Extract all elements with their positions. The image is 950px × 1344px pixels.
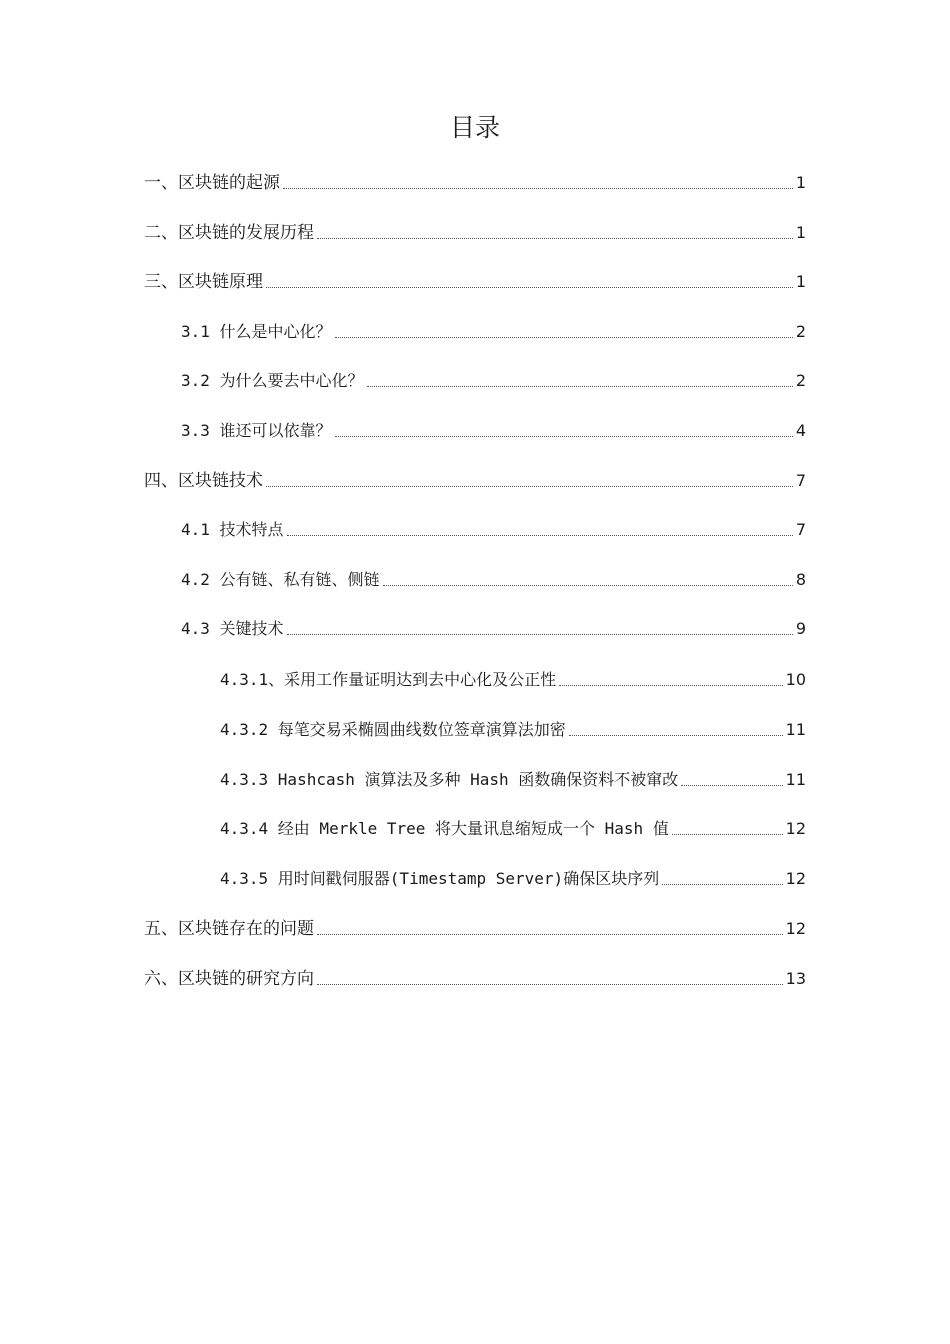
toc-entry[interactable] [144,219,806,247]
dot-leader [672,834,783,835]
toc-entry[interactable] [220,865,806,893]
toc-entry-page: 1 [795,173,806,192]
toc-entry[interactable] [181,516,806,544]
toc-entry-page: 7 [795,471,806,490]
dot-leader [283,188,793,189]
dot-leader [317,934,783,935]
toc-entry-label: 4.3.4 经由 Merkle Tree 将大量讯息缩短成一个 Hash 值 [220,819,669,838]
dot-leader [367,386,793,387]
toc-entry[interactable] [220,666,806,694]
dot-leader [662,884,782,885]
toc-entry-label: 一、区块链的起源 [144,173,280,193]
toc-entry[interactable] [144,169,806,197]
toc-entry[interactable] [181,318,806,346]
toc-entry-label: 4.3 关键技术 [181,619,284,638]
dot-leader [383,585,793,586]
toc-entry-label: 3.2 为什么要去中心化？ [181,371,364,390]
toc-entry-page: 8 [795,570,806,589]
toc-entry[interactable] [144,467,806,495]
toc-entry-label: 四、区块链技术 [144,471,263,491]
toc-entry-label: 三、区块链原理 [144,272,263,292]
toc-entry-label: 4.1 技术特点 [181,520,284,539]
toc-entry-label: 4.3.1、采用工作量证明达到去中心化及公正性 [220,670,557,689]
toc-entry-label: 五、区块链存在的问题 [144,919,314,939]
toc-entry-page: 12 [785,869,806,888]
toc-entry-label: 4.3.2 每笔交易采椭圆曲线数位签章演算法加密 [220,720,566,739]
toc-entry-label: 3.1 什么是中心化？ [181,322,332,341]
toc-entry-page: 11 [785,720,806,739]
toc-entry[interactable] [181,367,806,395]
dot-leader [287,634,793,635]
toc-entry-label: 二、区块链的发展历程 [144,223,314,243]
toc-entry-label: 4.3.3 Hashcash 演算法及多种 Hash 函数确保资料不被窜改 [220,770,679,789]
toc-entry[interactable] [144,268,806,296]
dot-leader [681,785,782,786]
toc-entry[interactable] [220,766,806,794]
toc-entry-page: 7 [795,520,806,539]
toc-entry[interactable] [181,417,806,445]
dot-leader [335,337,793,338]
toc-title: 目录 [449,113,500,142]
toc-entry-page: 12 [785,919,806,938]
toc-entry[interactable] [220,815,806,843]
toc-entry-page: 12 [785,819,806,838]
toc-entry-page: 10 [785,670,806,689]
toc-entry-label: 4.3.5 用时间戳伺服器(Timestamp Server)确保区块序列 [220,869,660,888]
toc-entry-page: 4 [795,421,806,440]
toc-entry-page: 2 [795,322,806,341]
dot-leader [317,238,793,239]
toc-entry-label: 六、区块链的研究方向 [144,969,314,989]
dot-leader [335,436,793,437]
toc-entry[interactable] [220,716,806,744]
dot-leader [569,735,783,736]
toc-entry[interactable] [144,965,806,993]
dot-leader [287,535,793,536]
toc-entry-page: 1 [795,272,806,291]
toc-entry-page: 2 [795,371,806,390]
toc-entry-page: 11 [785,770,806,789]
toc-entry-label: 4.2 公有链、私有链、侧链 [181,570,380,589]
toc-entry[interactable] [144,915,806,943]
dot-leader [317,984,783,985]
toc-entry-page: 9 [795,619,806,638]
toc-entry[interactable] [181,566,806,594]
toc-entry[interactable] [181,615,806,643]
dot-leader [266,287,793,288]
toc-entry-page: 13 [785,969,806,988]
toc-entry-label: 3.3 谁还可以依靠？ [181,421,332,440]
dot-leader [559,685,782,686]
dot-leader [266,486,793,487]
toc-entry-page: 1 [795,223,806,242]
